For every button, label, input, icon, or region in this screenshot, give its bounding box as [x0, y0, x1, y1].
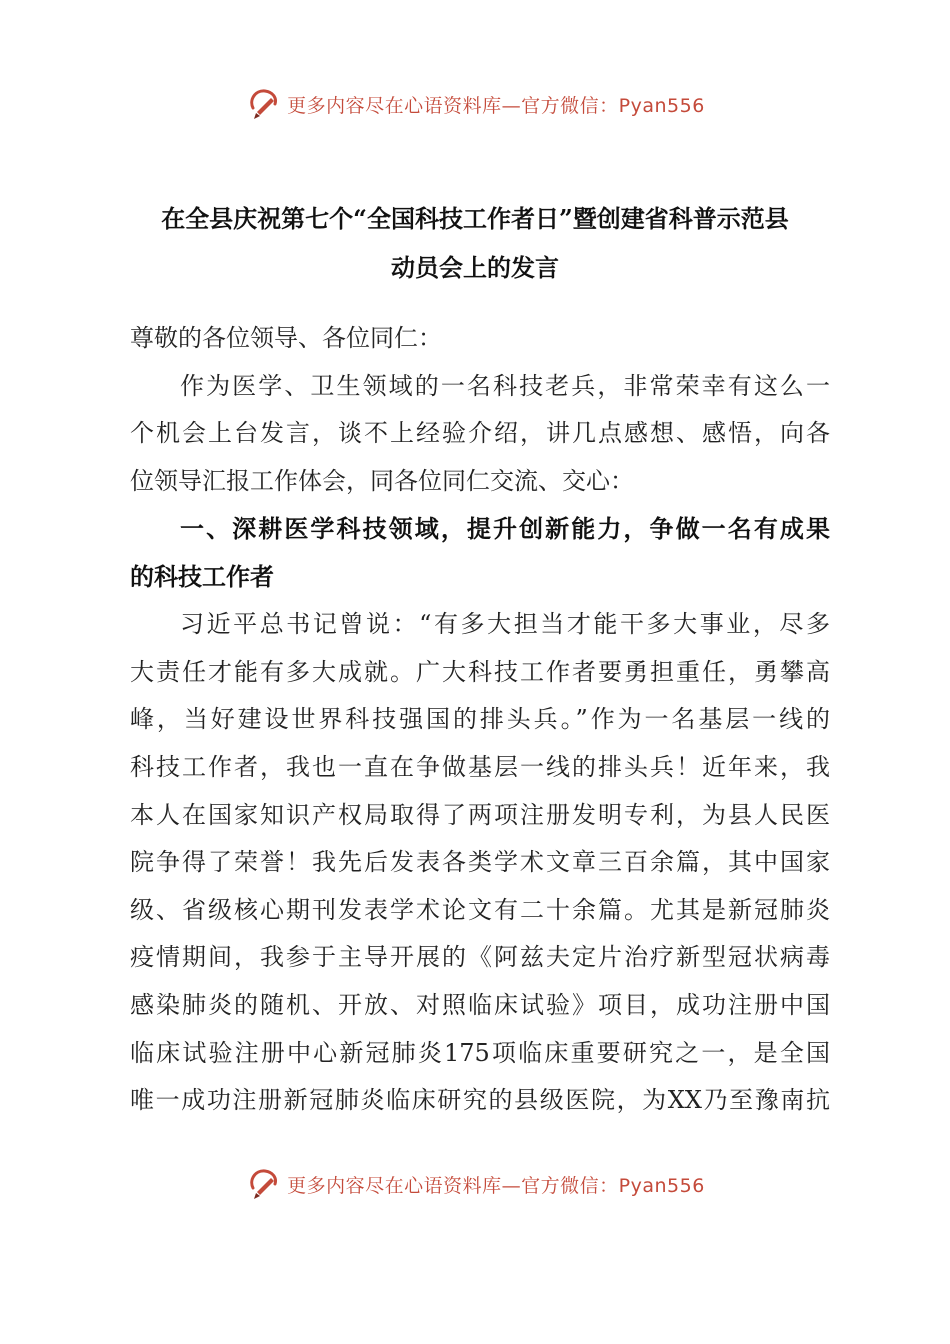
paragraph-line: 个机会上台发言，谈不上经验介绍，讲几点感想、感悟，向各 — [130, 419, 830, 447]
paragraph-line: 大责任才能有多大成就。广大科技工作者要勇担重任，勇攀高 — [130, 658, 830, 686]
wechat-id: Pyan556 — [618, 94, 705, 117]
paragraph-line: 峰，当好建设世界科技强国的排头兵。”作为一名基层一线的 — [130, 705, 830, 733]
paragraph-line: 临床试验注册中心新冠肺炎175项临床重要研究之一，是全国 — [130, 1039, 830, 1067]
paragraph-line: 习近平总书记曾说：“有多大担当才能干多大事业，尽多 — [180, 610, 830, 638]
header-banner — [0, 82, 950, 126]
paragraph-line: 感染肺炎的随机、开放、对照临床试验》项目，成功注册中国 — [130, 991, 830, 1019]
salutation: 尊敬的各位领导、各位同仁： — [130, 324, 442, 352]
paragraph-line: 位领导汇报工作体会，同各位同仁交流、交心： — [130, 467, 634, 495]
paragraph-line: 级、省级核心期刊发表学术论文有二十余篇。尤其是新冠肺炎 — [130, 896, 830, 924]
brush-logo-icon — [245, 1166, 281, 1202]
paragraph-line: 本人在国家知识产权局取得了两项注册发明专利，为县人民医 — [130, 801, 830, 829]
footer-banner — [0, 1162, 950, 1206]
section-heading-line: 一、深耕医学科技领域，提升创新能力，争做一名有成果 — [180, 514, 830, 543]
brush-logo-icon — [245, 86, 281, 122]
banner-text: 更多内容尽在心语资料库—官方微信：Pyan556 — [287, 1174, 705, 1197]
banner-text: 更多内容尽在心语资料库—官方微信：Pyan556 — [287, 94, 705, 117]
paragraph-line: 院争得了荣誉！我先后发表各类学术文章三百余篇，其中国家 — [130, 848, 830, 876]
paragraph-line: 唯一成功注册新冠肺炎临床研究的县级医院，为XX乃至豫南抗 — [130, 1086, 830, 1114]
document-title-line-2: 动员会上的发言 — [391, 253, 559, 282]
wechat-id: Pyan556 — [618, 1174, 705, 1197]
paragraph-line: 疫情期间，我参于主导开展的《阿兹夫定片治疗新型冠状病毒 — [130, 943, 830, 971]
paragraph-line: 科技工作者，我也一直在争做基层一线的排头兵！近年来，我 — [130, 753, 830, 781]
paragraph-line: 作为医学、卫生领域的一名科技老兵，非常荣幸有这么一 — [180, 372, 830, 400]
document-title-line-1: 在全县庆祝第七个“全国科技工作者日”暨创建省科普示范县 — [161, 204, 789, 233]
section-heading-line: 的科技工作者 — [130, 562, 274, 591]
